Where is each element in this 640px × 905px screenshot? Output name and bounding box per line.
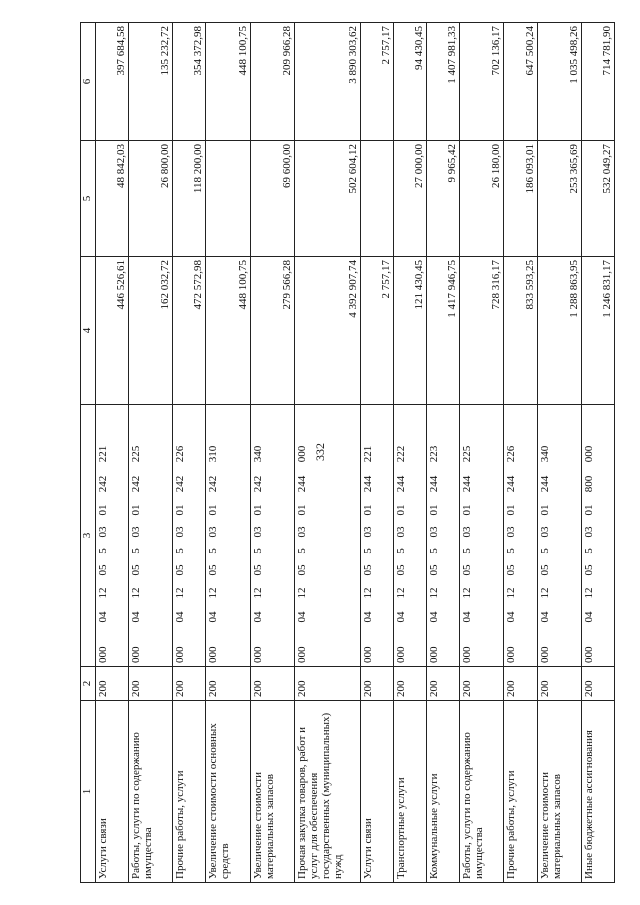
code-segment: 03 — [582, 526, 595, 538]
row-name-cell: Увеличение стоимости материальных запасов — [250, 701, 294, 883]
code-segment: 223 — [428, 445, 441, 463]
code-segment: 05 — [251, 564, 264, 576]
code-segment: 225 — [130, 445, 143, 463]
row-code1-cell: 200 — [537, 667, 581, 701]
row-col6-cell: 702 136,17 — [460, 23, 504, 141]
code-segment: 5 — [207, 548, 220, 554]
row-name-cell: Услуги связи — [96, 701, 129, 883]
code-segment: 5 — [428, 548, 441, 554]
table-row — [129, 23, 173, 883]
table-row — [173, 23, 206, 883]
code-segment: 01 — [505, 504, 518, 516]
code-segment: 5 — [505, 548, 518, 554]
code-segment: 04 — [295, 611, 308, 623]
row-code1-cell: 200 — [360, 667, 393, 701]
row-code-cell — [250, 405, 294, 667]
code-segment: 12 — [361, 587, 374, 599]
row-code-cell — [427, 405, 460, 667]
code-segment: 12 — [538, 587, 551, 599]
code-segment: 05 — [505, 564, 518, 576]
code-segment: 04 — [582, 611, 595, 623]
row-code-cell — [581, 405, 614, 667]
row-name-cell: Прочая закупка товаров, работ и услуг для обеспечения государственных (муниципальных) нужд — [294, 701, 360, 883]
code-segment: 000 — [582, 445, 595, 463]
code-segment: 226 — [174, 445, 187, 463]
row-col5-cell: 118 200,00 — [173, 141, 206, 257]
row-col5-cell: 532 049,27 — [581, 141, 614, 257]
header-cell: 1 — [81, 701, 96, 883]
row-col5-cell: 502 604,12 — [294, 141, 360, 257]
row-code-cell — [504, 405, 537, 667]
code-segment: 05 — [174, 564, 187, 576]
code-segment: 242 — [130, 475, 143, 493]
table-row — [294, 23, 360, 883]
row-name-cell: Транспортные услуги — [394, 701, 427, 883]
table-row — [427, 23, 460, 883]
code-segment: 04 — [361, 611, 374, 623]
code-segment: 12 — [174, 587, 187, 599]
row-code1-cell: 200 — [427, 667, 460, 701]
row-code1-cell: 200 — [129, 667, 173, 701]
code-segment: 5 — [582, 548, 595, 554]
table-row — [394, 23, 427, 883]
row-code1-cell: 200 — [460, 667, 504, 701]
row-col6-cell: 1 407 981,33 — [427, 23, 460, 141]
row-code1-cell: 200 — [96, 667, 129, 701]
row-code-cell — [360, 405, 393, 667]
code-segment: 225 — [461, 445, 474, 463]
code-segment: 242 — [97, 475, 110, 493]
code-segment: 01 — [582, 504, 595, 516]
table-row — [206, 23, 250, 883]
row-col4-cell: 1 288 863,95 — [537, 257, 581, 405]
code-segment: 04 — [207, 611, 220, 623]
row-col5-cell — [360, 141, 393, 257]
code-segment: 000 — [505, 646, 518, 663]
row-col4-cell: 2 757,17 — [360, 257, 393, 405]
code-segment: 000 — [538, 646, 551, 663]
code-segment: 05 — [461, 564, 474, 576]
code-segment: 5 — [295, 548, 308, 554]
code-segment: 05 — [361, 564, 374, 576]
code-segment: 5 — [395, 548, 408, 554]
table-row — [360, 23, 393, 883]
row-code1-cell: 200 — [581, 667, 614, 701]
row-col4-cell: 121 430,45 — [394, 257, 427, 405]
budget-table — [80, 22, 615, 883]
code-segment: 01 — [395, 504, 408, 516]
code-segment: 000 — [174, 646, 187, 663]
code-segment: 01 — [251, 504, 264, 516]
code-segment: 5 — [461, 548, 474, 554]
code-segment: 000 — [130, 646, 143, 663]
code-segment: 03 — [130, 526, 143, 538]
table-row — [537, 23, 581, 883]
row-name-cell: Работы, услуги по содержанию имущества — [460, 701, 504, 883]
code-segment: 04 — [251, 611, 264, 623]
row-col4-cell: 4 392 907,74 — [294, 257, 360, 405]
header-cell: 2 — [81, 667, 96, 701]
code-segment: 03 — [395, 526, 408, 538]
code-segment: 01 — [207, 504, 220, 516]
row-col6-cell: 647 500,24 — [504, 23, 537, 141]
code-segment: 12 — [251, 587, 264, 599]
code-segment: 05 — [428, 564, 441, 576]
row-col6-cell: 397 684,58 — [96, 23, 129, 141]
code-segment: 221 — [97, 445, 110, 463]
row-col4-cell: 1 246 831,17 — [581, 257, 614, 405]
row-code1-cell: 200 — [250, 667, 294, 701]
code-segment: 03 — [97, 526, 110, 538]
code-segment: 05 — [295, 564, 308, 576]
code-segment: 244 — [505, 475, 518, 493]
row-col5-cell — [206, 141, 250, 257]
row-code1-cell: 200 — [504, 667, 537, 701]
row-code1-cell: 200 — [394, 667, 427, 701]
code-segment: 244 — [461, 475, 474, 493]
row-col5-cell: 26 800,00 — [129, 141, 173, 257]
table-row — [96, 23, 129, 883]
code-segment: 221 — [361, 445, 374, 463]
table-row — [581, 23, 614, 883]
code-segment: 226 — [505, 445, 518, 463]
header-cell: 4 — [81, 257, 96, 405]
row-name-cell: Прочие работы, услуги — [173, 701, 206, 883]
row-code-cell — [460, 405, 504, 667]
code-segment: 244 — [295, 475, 308, 493]
code-segment: 03 — [505, 526, 518, 538]
code-segment: 01 — [538, 504, 551, 516]
row-name-cell: Услуги связи — [360, 701, 393, 883]
row-col5-cell: 253 365,69 — [537, 141, 581, 257]
row-col4-cell: 279 566,28 — [250, 257, 294, 405]
row-name-cell: Увеличение стоимости основных средств — [206, 701, 250, 883]
code-segment: 310 — [207, 445, 220, 463]
code-segment: 000 — [97, 646, 110, 663]
code-segment: 04 — [505, 611, 518, 623]
code-segment: 05 — [97, 564, 110, 576]
header-row — [81, 23, 96, 883]
row-col4-cell: 162 032,72 — [129, 257, 173, 405]
row-col4-cell: 1 417 946,75 — [427, 257, 460, 405]
code-segment: 03 — [251, 526, 264, 538]
row-name-cell: Работы, услуги по содержанию имущества — [129, 701, 173, 883]
code-segment: 244 — [428, 475, 441, 493]
code-segment: 000 — [361, 646, 374, 663]
code-segment: 12 — [130, 587, 143, 599]
row-code-cell — [96, 405, 129, 667]
code-segment: 01 — [295, 504, 308, 516]
code-segment: 242 — [251, 475, 264, 493]
code-segment: 03 — [428, 526, 441, 538]
code-segment: 03 — [361, 526, 374, 538]
code-segment: 5 — [361, 548, 374, 554]
code-segment: 242 — [174, 475, 187, 493]
row-code-cell — [394, 405, 427, 667]
code-segment: 03 — [295, 526, 308, 538]
code-segment: 000 — [207, 646, 220, 663]
row-col5-cell: 26 180,00 — [460, 141, 504, 257]
code-segment: 12 — [461, 587, 474, 599]
row-code-cell — [294, 405, 360, 667]
header-cell: 6 — [81, 23, 96, 141]
row-code-cell — [173, 405, 206, 667]
code-segment: 05 — [130, 564, 143, 576]
row-col5-cell: 27 000,00 — [394, 141, 427, 257]
header-cell: 5 — [81, 141, 96, 257]
code-segment: 340 — [251, 445, 264, 463]
code-segment: 04 — [130, 611, 143, 623]
header-cell: 3 — [81, 405, 96, 667]
code-segment: 04 — [428, 611, 441, 623]
code-segment: 05 — [395, 564, 408, 576]
row-col6-cell: 3 890 303,62 — [294, 23, 360, 141]
row-col6-cell: 1 035 498,26 — [537, 23, 581, 141]
code-segment: 01 — [130, 504, 143, 516]
code-segment: 000 — [582, 646, 595, 663]
code-segment: 12 — [207, 587, 220, 599]
code-segment: 03 — [461, 526, 474, 538]
code-segment: 5 — [130, 548, 143, 554]
code-segment: 03 — [207, 526, 220, 538]
code-segment: 12 — [582, 587, 595, 599]
row-col5-cell: 48 842,03 — [96, 141, 129, 257]
code-segment: 12 — [395, 587, 408, 599]
code-segment: 244 — [395, 475, 408, 493]
code-segment: 12 — [505, 587, 518, 599]
code-segment: 01 — [174, 504, 187, 516]
code-segment: 12 — [428, 587, 441, 599]
row-col6-cell: 209 966,28 — [250, 23, 294, 141]
row-col4-cell: 448 100,75 — [206, 257, 250, 405]
row-name-cell: Коммунальные услуги — [427, 701, 460, 883]
row-name-cell: Прочие работы, услуги — [504, 701, 537, 883]
code-segment: 05 — [538, 564, 551, 576]
row-col4-cell: 472 572,98 — [173, 257, 206, 405]
row-code-cell — [206, 405, 250, 667]
code-segment: 000 — [251, 646, 264, 663]
row-col6-cell: 448 100,75 — [206, 23, 250, 141]
row-col4-cell: 833 593,25 — [504, 257, 537, 405]
page-number: 332 — [313, 443, 327, 461]
code-segment: 03 — [174, 526, 187, 538]
code-segment: 5 — [174, 548, 187, 554]
row-code-cell — [129, 405, 173, 667]
table-row — [460, 23, 504, 883]
table-row — [250, 23, 294, 883]
code-segment: 12 — [295, 587, 308, 599]
row-code1-cell: 200 — [206, 667, 250, 701]
code-segment: 01 — [361, 504, 374, 516]
code-segment: 01 — [428, 504, 441, 516]
code-segment: 000 — [295, 646, 308, 663]
code-segment: 5 — [538, 548, 551, 554]
row-col6-cell: 135 232,72 — [129, 23, 173, 141]
rotated-table-container — [80, 23, 615, 883]
row-name-cell: Иные бюджетные ассигнования — [581, 701, 614, 883]
row-code1-cell: 200 — [294, 667, 360, 701]
table-row — [504, 23, 537, 883]
code-segment: 01 — [461, 504, 474, 516]
code-segment: 5 — [97, 548, 110, 554]
row-name-cell: Увеличение стоимости материальных запасов — [537, 701, 581, 883]
row-col5-cell: 9 965,42 — [427, 141, 460, 257]
code-segment: 03 — [538, 526, 551, 538]
code-segment: 01 — [97, 504, 110, 516]
code-segment: 04 — [538, 611, 551, 623]
code-segment: 12 — [97, 587, 110, 599]
row-code1-cell: 200 — [173, 667, 206, 701]
code-segment: 222 — [395, 445, 408, 463]
code-segment: 5 — [251, 548, 264, 554]
code-segment: 242 — [207, 475, 220, 493]
code-segment: 05 — [207, 564, 220, 576]
code-segment: 04 — [97, 611, 110, 623]
code-segment: 000 — [395, 646, 408, 663]
code-segment: 000 — [428, 646, 441, 663]
code-segment: 244 — [361, 475, 374, 493]
code-segment: 800 — [582, 475, 595, 493]
row-col6-cell: 94 430,45 — [394, 23, 427, 141]
row-col5-cell: 186 093,01 — [504, 141, 537, 257]
row-code-cell — [537, 405, 581, 667]
code-segment: 000 — [461, 646, 474, 663]
code-segment: 04 — [461, 611, 474, 623]
code-segment: 000 — [295, 445, 308, 463]
row-col6-cell: 2 757,17 — [360, 23, 393, 141]
row-col5-cell: 69 600,00 — [250, 141, 294, 257]
code-segment: 04 — [174, 611, 187, 623]
row-col6-cell: 354 372,98 — [173, 23, 206, 141]
code-segment: 05 — [582, 564, 595, 576]
row-col4-cell: 728 316,17 — [460, 257, 504, 405]
code-segment: 04 — [395, 611, 408, 623]
table-body — [81, 23, 615, 883]
code-segment: 244 — [538, 475, 551, 493]
row-col6-cell: 714 781,90 — [581, 23, 614, 141]
code-segment: 340 — [538, 445, 551, 463]
row-col4-cell: 446 526,61 — [96, 257, 129, 405]
